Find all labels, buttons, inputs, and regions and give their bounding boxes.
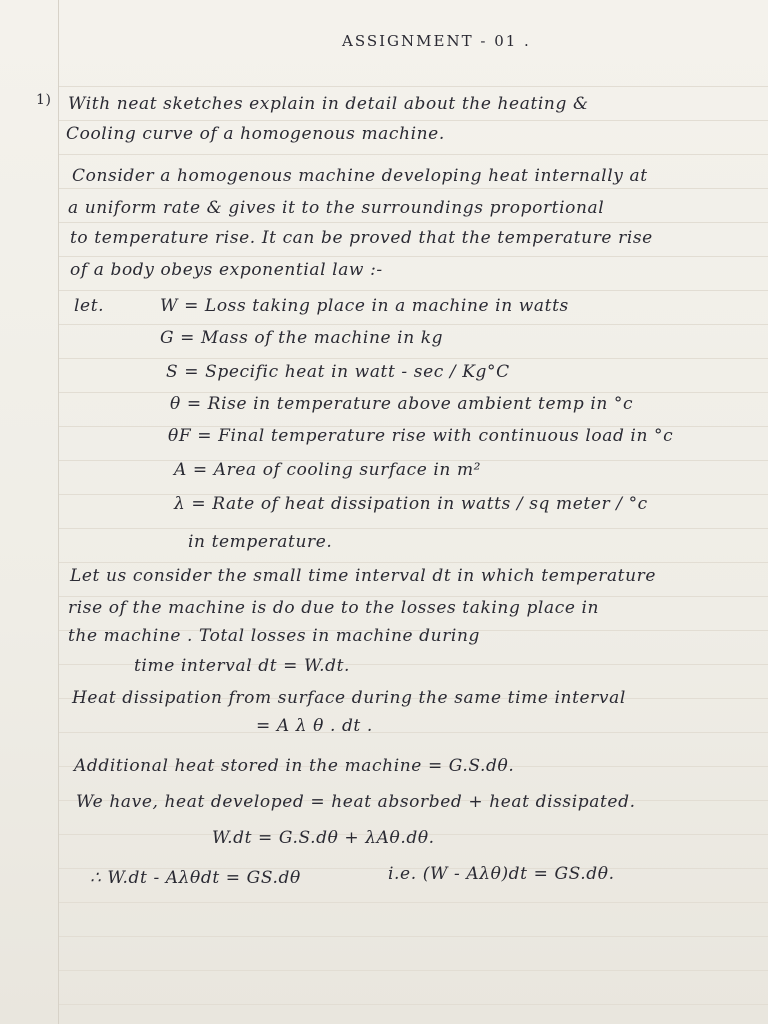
ruled-line	[58, 290, 768, 291]
question-number: 1)	[36, 92, 52, 108]
text-line: Cooling curve of a homogenous machine.	[66, 124, 445, 144]
ruled-line	[58, 1004, 768, 1005]
equation-line: W.dt = G.S.dθ + λAθ.dθ.	[212, 828, 435, 848]
text-line: Consider a homogenous machine developing heat internally at	[72, 166, 648, 186]
text-line: Heat dissipation from surface during the same time interval	[72, 688, 626, 708]
ruled-line	[58, 392, 768, 393]
text-line: let.	[74, 296, 105, 316]
definition-line: S = Specific heat in watt - sec / Kg°C	[166, 362, 510, 382]
page-title: ASSIGNMENT - 01 .	[342, 32, 531, 50]
text-line: to temperature rise. It can be proved that the temperature rise	[70, 228, 653, 248]
text-line: rise of the machine is do due to the losses taking place in	[68, 598, 600, 618]
equation-line: ∴ W.dt - Aλθdt = GS.dθ	[90, 868, 301, 888]
ruled-line	[58, 562, 768, 563]
definition-line: A = Area of cooling surface in m²	[174, 460, 482, 480]
text-line: the machine . Total losses in machine during	[68, 626, 480, 646]
ruled-line	[58, 936, 768, 937]
equation-line: i.e. (W - Aλθ)dt = GS.dθ.	[388, 864, 615, 884]
ruled-line	[58, 154, 768, 155]
ruled-line	[58, 970, 768, 971]
ruled-line	[58, 188, 768, 189]
equation-line: = A λ θ . dt .	[256, 716, 373, 736]
definition-line: λ = Rate of heat dissipation in watts / sq meter / °c	[174, 494, 648, 514]
ruled-line	[58, 256, 768, 257]
text-line: a uniform rate & gives it to the surroundings proportional	[68, 198, 605, 218]
text-line: Let us consider the small time interval dt in which temperature	[70, 566, 657, 586]
margin-line	[58, 0, 59, 1024]
text-line: Additional heat stored in the machine = G.S.dθ.	[74, 756, 515, 776]
definition-line: θ = Rise in temperature above ambient temp in °c	[170, 394, 634, 414]
ruled-line	[58, 120, 768, 121]
definition-line: G = Mass of the machine in kg	[160, 328, 444, 348]
text-line: We have, heat developed = heat absorbed + heat dissipated.	[76, 792, 636, 812]
text-line: With neat sketches explain in detail about the heating &	[68, 94, 589, 114]
ruled-line	[58, 902, 768, 903]
definition-line: W = Loss taking place in a machine in watts	[160, 296, 569, 316]
text-line: of a body obeys exponential law :-	[70, 260, 383, 280]
ruled-line	[58, 86, 768, 87]
ruled-line	[58, 222, 768, 223]
ruled-line	[58, 596, 768, 597]
ruled-line	[58, 324, 768, 325]
text-line: in temperature.	[188, 532, 333, 552]
definition-line: θF = Final temperature rise with continuous load in °c	[168, 426, 674, 446]
ruled-line	[58, 528, 768, 529]
ruled-line	[58, 732, 768, 733]
ruled-line	[58, 358, 768, 359]
equation-line: time interval dt = W.dt.	[134, 656, 351, 676]
